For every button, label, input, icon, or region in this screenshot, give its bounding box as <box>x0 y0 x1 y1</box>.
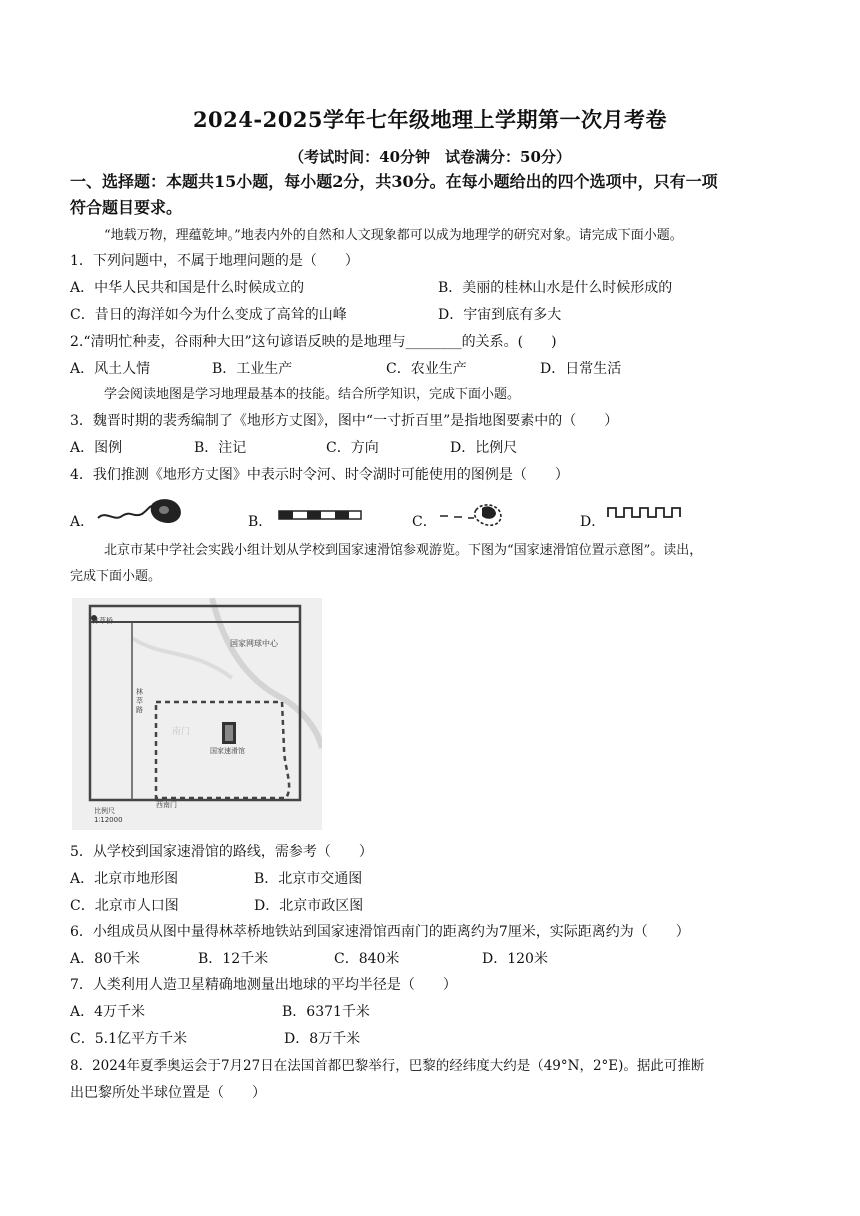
question-4-stem: 4．我们推测《地形方丈图》中表示时令河、时令湖时可能使用的图例是（ ） <box>70 467 569 483</box>
map-label-road: 林萃路 <box>136 688 143 714</box>
map-label-faint: 南门 <box>172 727 191 737</box>
question-5-option-c: C．北京市人口图 <box>70 898 179 914</box>
question-7-option-b: B．6371千米 <box>282 1004 370 1020</box>
map-label-scale: 比例尺 <box>94 807 115 815</box>
question-1-option-a: A．中华人民共和国是什么时候成立的 <box>70 280 305 296</box>
question-2-option-d: D．日常生活 <box>540 361 622 377</box>
question-6-option-b: B．12千米 <box>198 951 269 967</box>
map-label-tennis-center: 国家网球中心 <box>230 639 278 648</box>
map-drawing <box>72 598 322 830</box>
question-2-stem: 2.“清明忙种麦，谷雨种大田”这句谚语反映的是地理与________的关系。( ) <box>70 334 557 350</box>
map-label-venue: 国家速滑馆 <box>210 747 245 755</box>
question-7-stem: 7．人类利用人造卫星精确地测量出地球的平均半径是（ ） <box>70 977 457 993</box>
question-6-option-d: D．120米 <box>482 951 548 967</box>
question-1-option-b: B．美丽的桂林山水是什么时候形成的 <box>438 280 673 296</box>
question-2-option-a: A．风土人情 <box>70 361 151 377</box>
question-2-option-c: C．农业生产 <box>386 361 467 377</box>
map-label-station: 林萃桥 <box>92 617 113 625</box>
question-3-option-a: A．图例 <box>70 440 123 456</box>
question-6-option-c: C．840米 <box>334 951 400 967</box>
passage-1: “地载万物，理蕴乾坤。”地表内外的自然和人文现象都可以成为地理学的研究对象。请完成下面小题。 <box>104 228 683 243</box>
question-1-option-c: C．昔日的海洋如今为什么变成了高耸的山峰 <box>70 307 347 323</box>
question-7-option-c: C．5.1亿平方千米 <box>70 1031 187 1047</box>
question-3-stem: 3．魏晋时期的裴秀编制了《地形方丈图》，图中“一寸折百里”是指地图要素中的（ ） <box>70 413 619 429</box>
legend-river-lake-a-figure <box>96 496 188 528</box>
section-heading-line2: 符合题目要求。 <box>70 198 183 217</box>
page-subtitle: （考试时间：40分钟 试卷满分：50分） <box>289 148 571 166</box>
question-8-stem-line2: 出巴黎所处半球位置是（ ） <box>70 1085 266 1101</box>
venue-location-map <box>72 598 322 830</box>
page-title: 2024-2025学年七年级地理上学期第一次月考卷 <box>192 107 668 132</box>
legend-seasonal-river-c-figure <box>438 500 508 530</box>
question-8-stem-line1: 8．2024年夏季奥运会于7月27日在法国首都巴黎举行，巴黎的经纬度大约是（49°N，2°E)。据此可推断 <box>70 1058 705 1074</box>
question-1-option-d: D．宇宙到底有多大 <box>438 307 562 323</box>
question-5-option-b: B．北京市交通图 <box>254 871 363 887</box>
question-4-option-c: C． <box>412 514 437 530</box>
question-7-option-d: D．8万千米 <box>284 1031 361 1047</box>
legend-railway-b-figure <box>278 509 362 521</box>
question-4-option-b: B． <box>248 514 273 530</box>
legend-wall-d-figure <box>606 505 682 521</box>
question-2-option-b: B．工业生产 <box>212 361 293 377</box>
question-3-option-c: C．方向 <box>326 440 379 456</box>
question-3-option-d: D．比例尺 <box>450 440 518 456</box>
passage-3-line1: 北京市某中学社会实践小组计划从学校到国家速滑馆参观游览。下图为“国家速滑馆位置示意图”。读出， <box>104 543 703 558</box>
section-heading-line1: 一、选择题：本题共15小题，每小题2分，共30分。在每小题给出的四个选项中，只有一项 <box>70 172 718 191</box>
map-label-gate: 西南门 <box>156 801 177 809</box>
question-3-option-b: B．注记 <box>194 440 247 456</box>
question-5-option-a: A．北京市地形图 <box>70 871 179 887</box>
question-7-option-a: A．4万千米 <box>70 1004 146 1020</box>
passage-2: 学会阅读地图是学习地理最基本的技能。结合所学知识，完成下面小题。 <box>104 387 521 402</box>
map-label-scale-value: 1∶12000 <box>94 816 123 824</box>
question-5-stem: 5．从学校到国家速滑馆的路线，需参考（ ） <box>70 844 373 860</box>
question-4-option-d: D． <box>580 514 606 530</box>
question-6-stem: 6．小组成员从图中量得林萃桥地铁站到国家速滑馆西南门的距离约为7厘米，实际距离约为（ ） <box>70 924 690 940</box>
question-6-option-a: A．80千米 <box>70 951 140 967</box>
passage-3-line2: 完成下面小题。 <box>70 569 162 584</box>
question-5-option-d: D．北京市政区图 <box>254 898 364 914</box>
question-1-stem: 1．下列问题中，不属于地理问题的是（ ） <box>70 253 359 269</box>
question-4-option-a: A． <box>70 514 95 530</box>
